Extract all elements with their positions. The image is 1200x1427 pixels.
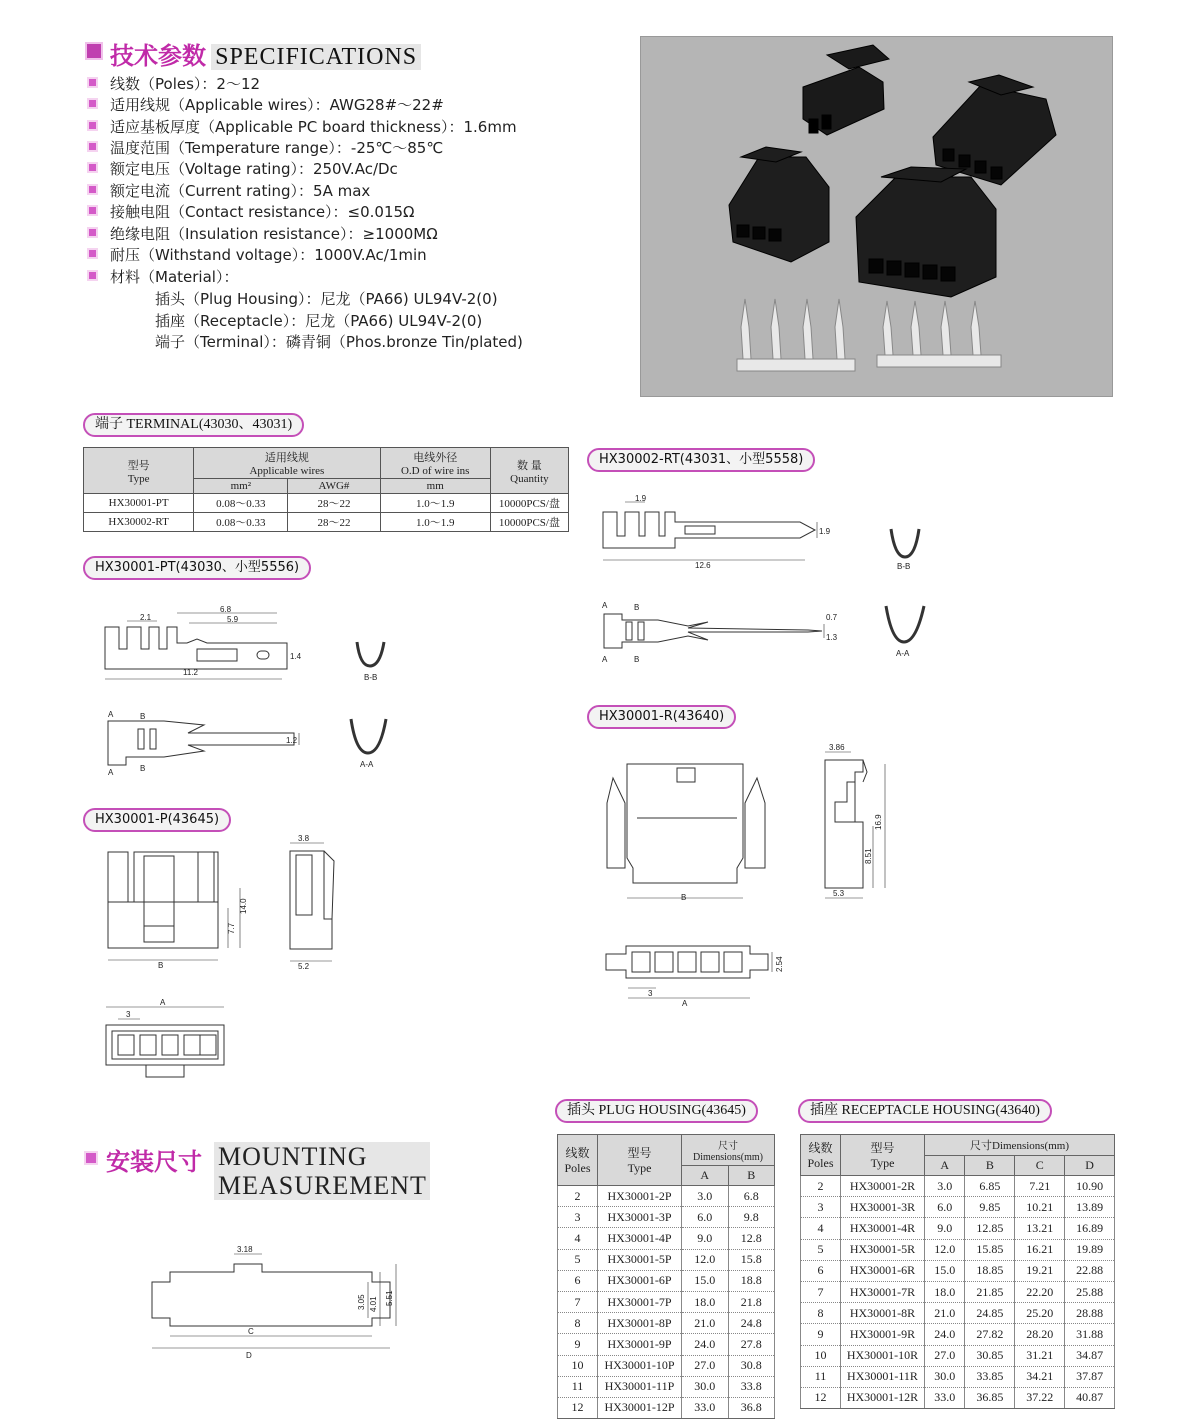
table-cell: 9	[558, 1334, 598, 1355]
table-cell: 24.85	[965, 1303, 1015, 1324]
plug-housing-label: 插头 PLUG HOUSING(43645)	[555, 1099, 758, 1123]
svg-text:8.51: 8.51	[864, 848, 873, 864]
svg-text:5.3: 5.3	[833, 889, 845, 898]
table-row	[801, 1366, 1115, 1387]
title-bullet-icon	[85, 42, 103, 60]
table-cell: 28.88	[1065, 1303, 1115, 1324]
mounting-bullet-icon	[84, 1151, 98, 1165]
table-cell: 33.0	[682, 1397, 729, 1418]
table-cell: 27.0	[925, 1345, 965, 1366]
svg-text:B-B: B-B	[897, 562, 911, 571]
table-cell: 18.8	[728, 1270, 775, 1291]
table-cell: 28.20	[1015, 1324, 1065, 1345]
svg-text:4.01: 4.01	[369, 1296, 378, 1312]
table-cell: 15.8	[728, 1249, 775, 1270]
svg-text:A: A	[682, 999, 688, 1008]
table-cell: 6.0	[925, 1197, 965, 1218]
table-cell: 8	[558, 1313, 598, 1334]
table-cell: HX30001-8R	[841, 1303, 925, 1324]
p-bottom-drawing	[100, 995, 240, 1085]
material-line: 端子（Terminal）：磷青铜（Phos.bronze Tin/plated)	[155, 333, 523, 351]
r-label: HX30001-R(43640)	[587, 705, 736, 729]
svg-text:3.86: 3.86	[829, 743, 845, 752]
col-header: A	[682, 1166, 729, 1186]
spec-line: 额定电压（Voltage rating）：250V.Ac/Dc	[110, 160, 398, 178]
svg-text:1.2: 1.2	[286, 736, 298, 745]
table-cell: 24.8	[728, 1313, 775, 1334]
table-cell: 16.89	[1065, 1218, 1115, 1239]
pt-section-bb	[352, 640, 397, 685]
table-cell: 24.0	[925, 1324, 965, 1345]
table-cell: 15.0	[682, 1270, 729, 1291]
spec-line: 材料（Material）：	[110, 268, 239, 286]
bullet-icon	[87, 184, 98, 195]
table-row	[801, 1260, 1115, 1281]
table-row	[801, 1239, 1115, 1260]
table-cell: 11	[801, 1366, 841, 1387]
pt-side-drawing	[97, 603, 317, 685]
table-cell: 36.85	[965, 1387, 1015, 1408]
table-cell: 3	[801, 1197, 841, 1218]
svg-text:1.9: 1.9	[635, 494, 647, 503]
table-row	[558, 1249, 775, 1270]
rt-top-drawing	[598, 598, 838, 668]
col-header: D	[1065, 1156, 1115, 1176]
table-cell: 10.90	[1065, 1176, 1115, 1197]
table-cell: 12.0	[925, 1239, 965, 1260]
table-cell: HX30001-2P	[598, 1186, 682, 1207]
table-cell: 21.85	[965, 1281, 1015, 1302]
svg-text:2.1: 2.1	[140, 613, 152, 622]
table-cell: 30.85	[965, 1345, 1015, 1366]
table-cell: 13.21	[1015, 1218, 1065, 1239]
table-cell: 5	[801, 1239, 841, 1260]
table-cell: 12	[558, 1397, 598, 1418]
col-header: AWG#	[288, 479, 380, 494]
table-row	[558, 1270, 775, 1291]
svg-text:D: D	[246, 1351, 252, 1360]
svg-text:A: A	[160, 998, 166, 1007]
svg-text:0.7: 0.7	[826, 613, 838, 622]
spec-line: 接触电阻（Contact resistance）：≤0.015Ω	[110, 203, 415, 221]
svg-text:3: 3	[126, 1010, 131, 1019]
table-row	[801, 1218, 1115, 1239]
spec-title-en: SPECIFICATIONS	[211, 44, 421, 70]
table-cell: 3	[558, 1207, 598, 1228]
svg-text:1.9: 1.9	[819, 527, 831, 536]
table-cell: HX30001-8P	[598, 1313, 682, 1334]
table-row	[558, 1291, 775, 1312]
table-cell: HX30001-12R	[841, 1387, 925, 1408]
table-cell: HX30001-4P	[598, 1228, 682, 1249]
table-cell: 8	[801, 1303, 841, 1324]
table-row	[558, 1313, 775, 1334]
bullet-icon	[87, 141, 98, 152]
svg-text:B: B	[158, 961, 164, 970]
svg-text:B-B: B-B	[364, 673, 378, 682]
table-row	[558, 1334, 775, 1355]
table-cell: 37.87	[1065, 1366, 1115, 1387]
table-cell: 6.0	[682, 1207, 729, 1228]
col-header: 线数 Poles	[801, 1135, 841, 1176]
table-cell: 6.8	[728, 1186, 775, 1207]
spec-line: 适用线规（Applicable wires）：AWG28#～22#	[110, 96, 444, 114]
pt-label: HX30001-PT(43030、小型5556)	[83, 556, 311, 580]
col-header: 型号 Type	[841, 1135, 925, 1176]
bullet-icon	[87, 120, 98, 131]
table-cell: 27.0	[682, 1355, 729, 1376]
table-cell: 3.0	[925, 1176, 965, 1197]
table-cell: 12.85	[965, 1218, 1015, 1239]
spec-line: 耐压（Withstand voltage）：1000V.Ac/1min	[110, 246, 427, 264]
table-cell: HX30001-9R	[841, 1324, 925, 1345]
table-cell: 33.85	[965, 1366, 1015, 1387]
table-cell: 6	[801, 1260, 841, 1281]
col-header: B	[728, 1166, 775, 1186]
table-cell: 18.0	[682, 1291, 729, 1312]
table-cell: 9.0	[682, 1228, 729, 1249]
col-header: 尺寸Dimensions(mm)	[925, 1135, 1115, 1156]
svg-text:C: C	[248, 1327, 254, 1336]
table-cell: 18.85	[965, 1260, 1015, 1281]
svg-text:A: A	[602, 601, 608, 610]
table-row	[558, 1207, 775, 1228]
table-row	[801, 1197, 1115, 1218]
svg-text:B: B	[140, 764, 146, 773]
table-row	[801, 1345, 1115, 1366]
table-cell: 9.8	[728, 1207, 775, 1228]
table-cell: HX30001-7P	[598, 1291, 682, 1312]
connector-photo-illustration	[641, 37, 1114, 398]
table-cell: 27.8	[728, 1334, 775, 1355]
col-header: 电线外径 O.D of wire ins	[380, 448, 490, 479]
table-cell: 15.85	[965, 1239, 1015, 1260]
svg-text:3.05: 3.05	[357, 1294, 366, 1310]
svg-text:16.9: 16.9	[874, 814, 883, 830]
svg-text:1.3: 1.3	[826, 633, 838, 642]
svg-text:B: B	[681, 893, 687, 902]
svg-text:A: A	[602, 655, 608, 664]
rt-section-aa	[880, 602, 935, 660]
bullet-icon	[87, 270, 98, 281]
table-cell: 6.85	[965, 1176, 1015, 1197]
mounting-title-cn: 安装尺寸	[106, 1148, 202, 1176]
svg-text:5.51: 5.51	[385, 1290, 394, 1306]
table-cell: 10	[801, 1345, 841, 1366]
table-cell: 12.8	[728, 1228, 775, 1249]
table-cell: 19.21	[1015, 1260, 1065, 1281]
table-cell: 21.0	[925, 1303, 965, 1324]
table-cell: 31.21	[1015, 1345, 1065, 1366]
table-cell: 10	[558, 1355, 598, 1376]
bullet-icon	[87, 248, 98, 259]
table-row	[558, 1376, 775, 1397]
table-cell: 9.0	[925, 1218, 965, 1239]
table-cell: 33.8	[728, 1376, 775, 1397]
col-header: 数 量 Quantity	[490, 448, 568, 494]
terminal-label: 端子 TERMINAL(43030、43031)	[83, 413, 304, 437]
table-cell: 3.0	[682, 1186, 729, 1207]
svg-text:1.4: 1.4	[290, 652, 302, 661]
table-cell: 12	[801, 1387, 841, 1408]
table-cell: 19.89	[1065, 1239, 1115, 1260]
material-line: 插座（Receptacle）：尼龙（PA66) UL94V-2(0)	[155, 312, 483, 330]
table-row	[558, 1228, 775, 1249]
svg-text:6.8: 6.8	[220, 605, 232, 614]
table-cell: 6	[558, 1270, 598, 1291]
table-cell: 30.8	[728, 1355, 775, 1376]
table-row	[801, 1176, 1115, 1197]
receptacle-housing-table	[800, 1134, 1115, 1409]
table-cell: HX30001-6R	[841, 1260, 925, 1281]
rt-label: HX30002-RT(43031、小型5558)	[587, 448, 815, 472]
bullet-icon	[87, 227, 98, 238]
mounting-title-en: MOUNTING MEASUREMENT	[214, 1142, 430, 1200]
rt-section-bb	[885, 525, 935, 575]
table-cell: 34.87	[1065, 1345, 1115, 1366]
table-row	[801, 1281, 1115, 1302]
spec-title-cn: 技术参数	[110, 42, 206, 70]
spec-line: 绝缘电阻（Insulation resistance）：≥1000MΩ	[110, 225, 438, 243]
rt-side-drawing	[595, 492, 835, 572]
table-cell: HX30001-5P	[598, 1249, 682, 1270]
table-cell: 22.88	[1065, 1260, 1115, 1281]
svg-text:3: 3	[648, 989, 653, 998]
spec-title	[110, 36, 421, 71]
table-cell: HX30001-2R	[841, 1176, 925, 1197]
table-cell: 27.82	[965, 1324, 1015, 1345]
table-cell: 2	[801, 1176, 841, 1197]
table-cell: 16.21	[1015, 1239, 1065, 1260]
table-row	[801, 1387, 1115, 1408]
table-cell: 18.0	[925, 1281, 965, 1302]
table-cell: 37.22	[1015, 1387, 1065, 1408]
table-row: HX30001-PT 0.08～0.33 28～22 1.0～1.9 10000PCS/盘	[84, 494, 569, 513]
product-photo	[640, 36, 1113, 397]
col-header: 型号 Type	[84, 448, 194, 494]
table-cell: 31.88	[1065, 1324, 1115, 1345]
plug-housing-table	[557, 1134, 775, 1419]
col-header: 尺寸Dimensions(mm)	[682, 1135, 775, 1166]
table-cell: HX30001-12P	[598, 1397, 682, 1418]
receptacle-housing-label: 插座 RECEPTACLE HOUSING(43640)	[798, 1099, 1052, 1123]
table-cell: HX30001-3P	[598, 1207, 682, 1228]
table-cell: 22.20	[1015, 1281, 1065, 1302]
material-line: 插头（Plug Housing）：尼龙（PA66) UL94V-2(0)	[155, 290, 498, 308]
table-cell: HX30001-9P	[598, 1334, 682, 1355]
svg-text:B: B	[634, 655, 640, 664]
col-header: mm	[380, 479, 490, 494]
col-header: B	[965, 1156, 1015, 1176]
svg-text:B: B	[140, 712, 146, 721]
svg-text:B: B	[634, 603, 640, 612]
table-cell: 4	[558, 1228, 598, 1249]
table-cell: 10.21	[1015, 1197, 1065, 1218]
spec-line: 适应基板厚度（Applicable PC board thickness）：1.6mm	[110, 118, 517, 136]
table-cell: HX30001-7R	[841, 1281, 925, 1302]
col-header: 适用线规 Applicable wires	[194, 448, 380, 479]
terminal-table	[83, 447, 569, 532]
svg-text:A: A	[108, 768, 114, 777]
table-cell: 4	[801, 1218, 841, 1239]
table-cell: 11	[558, 1376, 598, 1397]
table-cell: 13.89	[1065, 1197, 1115, 1218]
col-header: A	[925, 1156, 965, 1176]
table-cell: 7	[558, 1291, 598, 1312]
bullet-icon	[87, 205, 98, 216]
table-cell: HX30001-3R	[841, 1197, 925, 1218]
table-cell: 12.0	[682, 1249, 729, 1270]
table-row	[801, 1324, 1115, 1345]
pt-top-drawing	[104, 707, 314, 777]
svg-text:3.18: 3.18	[237, 1245, 253, 1254]
table-row	[558, 1186, 775, 1207]
table-cell: HX30001-10R	[841, 1345, 925, 1366]
col-header: 型号 Type	[598, 1135, 682, 1186]
table-cell: 25.88	[1065, 1281, 1115, 1302]
table-cell: 33.0	[925, 1387, 965, 1408]
spec-line: 额定电流（Current rating）：5A max	[110, 182, 371, 200]
table-cell: 9.85	[965, 1197, 1015, 1218]
table-cell: 34.21	[1015, 1366, 1065, 1387]
table-cell: 21.8	[728, 1291, 775, 1312]
table-cell: 30.0	[925, 1366, 965, 1387]
p-label: HX30001-P(43645)	[83, 808, 231, 832]
svg-text:5.9: 5.9	[227, 615, 239, 624]
svg-text:7.7: 7.7	[227, 922, 236, 934]
svg-text:2.54: 2.54	[775, 956, 784, 972]
table-cell: 7	[801, 1281, 841, 1302]
spec-line: 温度范围（Temperature range）：-25℃～85℃	[110, 139, 444, 157]
col-header: 线数 Poles	[558, 1135, 598, 1186]
svg-text:3.8: 3.8	[298, 834, 310, 843]
table-cell: 24.0	[682, 1334, 729, 1355]
mounting-drawing	[140, 1238, 420, 1368]
table-cell: 2	[558, 1186, 598, 1207]
col-header: C	[1015, 1156, 1065, 1176]
table-cell: 9	[801, 1324, 841, 1345]
r-side-drawing	[815, 742, 895, 902]
spec-line: 线数（Poles）：2～12	[110, 75, 261, 93]
svg-text:A: A	[108, 710, 114, 719]
table-cell: 25.20	[1015, 1303, 1065, 1324]
table-cell: 7.21	[1015, 1176, 1065, 1197]
r-bottom-drawing	[600, 940, 790, 1010]
svg-text:A-A: A-A	[360, 760, 374, 769]
table-row	[558, 1397, 775, 1418]
svg-text:11.2: 11.2	[183, 668, 198, 677]
table-row	[558, 1355, 775, 1376]
table-cell: 15.0	[925, 1260, 965, 1281]
bullet-icon	[87, 98, 98, 109]
p-side-drawing	[284, 833, 354, 973]
table-cell: 5	[558, 1249, 598, 1270]
pt-section-aa	[346, 717, 396, 771]
table-cell: HX30001-11P	[598, 1376, 682, 1397]
bullet-icon	[87, 162, 98, 173]
svg-text:5.2: 5.2	[298, 962, 310, 971]
table-cell: 21.0	[682, 1313, 729, 1334]
svg-text:14.0: 14.0	[239, 898, 248, 914]
table-cell: 36.8	[728, 1397, 775, 1418]
bullet-icon	[87, 77, 98, 88]
col-header: mm²	[194, 479, 288, 494]
table-cell: HX30001-6P	[598, 1270, 682, 1291]
table-cell: 30.0	[682, 1376, 729, 1397]
table-cell: HX30001-5R	[841, 1239, 925, 1260]
table-row: HX30002-RT 0.08～0.33 28～22 1.0～1.9 10000PCS/盘	[84, 513, 569, 532]
table-cell: HX30001-11R	[841, 1366, 925, 1387]
p-front-drawing	[100, 848, 260, 978]
table-cell: HX30001-10P	[598, 1355, 682, 1376]
svg-text:12.6: 12.6	[695, 561, 711, 570]
r-front-drawing	[597, 758, 777, 908]
table-cell: HX30001-4R	[841, 1218, 925, 1239]
table-row	[801, 1303, 1115, 1324]
svg-text:A-A: A-A	[896, 649, 910, 658]
table-cell: 40.87	[1065, 1387, 1115, 1408]
